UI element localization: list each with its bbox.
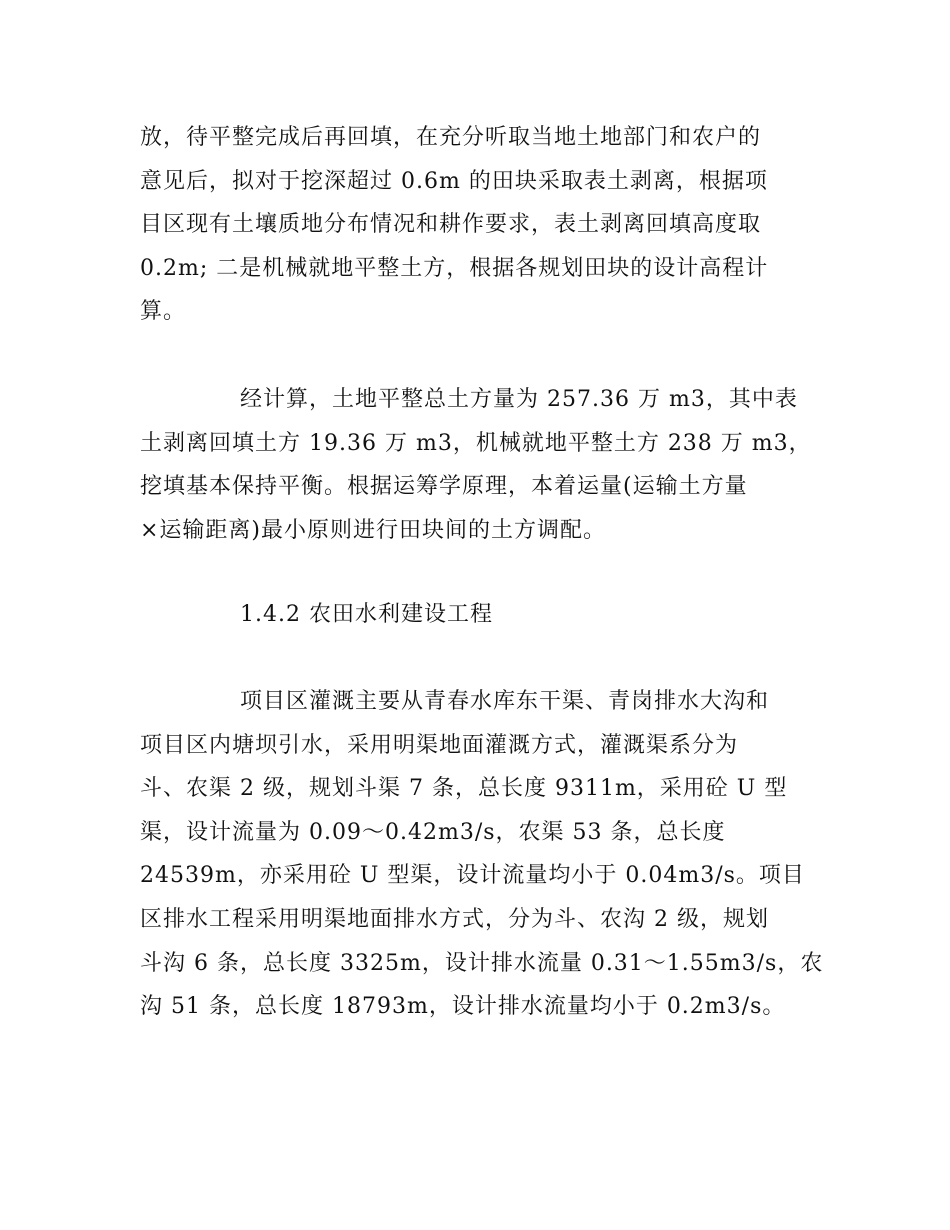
paragraph-land-leveling-method — [140, 116, 820, 334]
text-line: 区排水工程采用明渠地面排水方式，分为斗、农沟 2 级，规划 — [140, 906, 769, 932]
text-line: 意见后，拟对于挖深超过 0.6m 的田块采取表土剥离，根据项 — [140, 168, 768, 194]
text-line: 经计算，土地平整总土方量为 257.36 万 m3，其中表 — [240, 387, 798, 412]
text-line: 斗沟 6 条，总长度 3325m，设计排水流量 0.31～1.55m3/s，农 — [140, 950, 824, 976]
paragraph-irrigation-drainage — [140, 680, 824, 1029]
text-line: 挖填基本保持平衡。根据运筹学原理，本着运量(运输土方量 — [140, 474, 748, 500]
section-heading-text: 1.4.2 农田水利建设工程 — [240, 602, 493, 627]
text-line: 目区现有土壤质地分布情况和耕作要求，表土剥离回填高度取 — [140, 212, 762, 238]
text-line: 24539m，亦采用砼 U 型渠，设计流量均小于 0.04m3/s。项目 — [140, 863, 805, 889]
text-line: 斗、农渠 2 级，规划斗渠 7 条，总长度 9311m，采用砼 U 型 — [140, 776, 788, 802]
paragraph-earthwork-calculation — [140, 378, 820, 552]
text-line: 放，待平整完成后再回填，在充分听取当地土地部门和农户的 — [140, 125, 762, 150]
section-heading — [140, 593, 820, 637]
text-line: 项目区灌溉主要从青春水库东干渠、青岗排水大沟和 — [240, 689, 770, 714]
text-line: 渠，设计流量为 0.09～0.42m3/s，农渠 53 条，总长度 — [140, 819, 726, 845]
text-line: 项目区内塘坝引水，采用明渠地面灌溉方式，灌溉渠系分为 — [140, 732, 739, 758]
text-line: 沟 51 条，总长度 18793m，设计排水流量均小于 0.2m3/s。 — [140, 994, 786, 1020]
text-line: 土剥离回填土方 19.36 万 m3，机械就地平整土方 238 万 m3， — [140, 430, 812, 456]
text-line: 0.2m; 二是机械就地平整土方，根据各规划田块的设计高程计 — [140, 255, 769, 281]
text-line: ×运输距离)最小原则进行田块间的土方调配。 — [140, 517, 607, 543]
text-line: 算。 — [140, 299, 187, 325]
